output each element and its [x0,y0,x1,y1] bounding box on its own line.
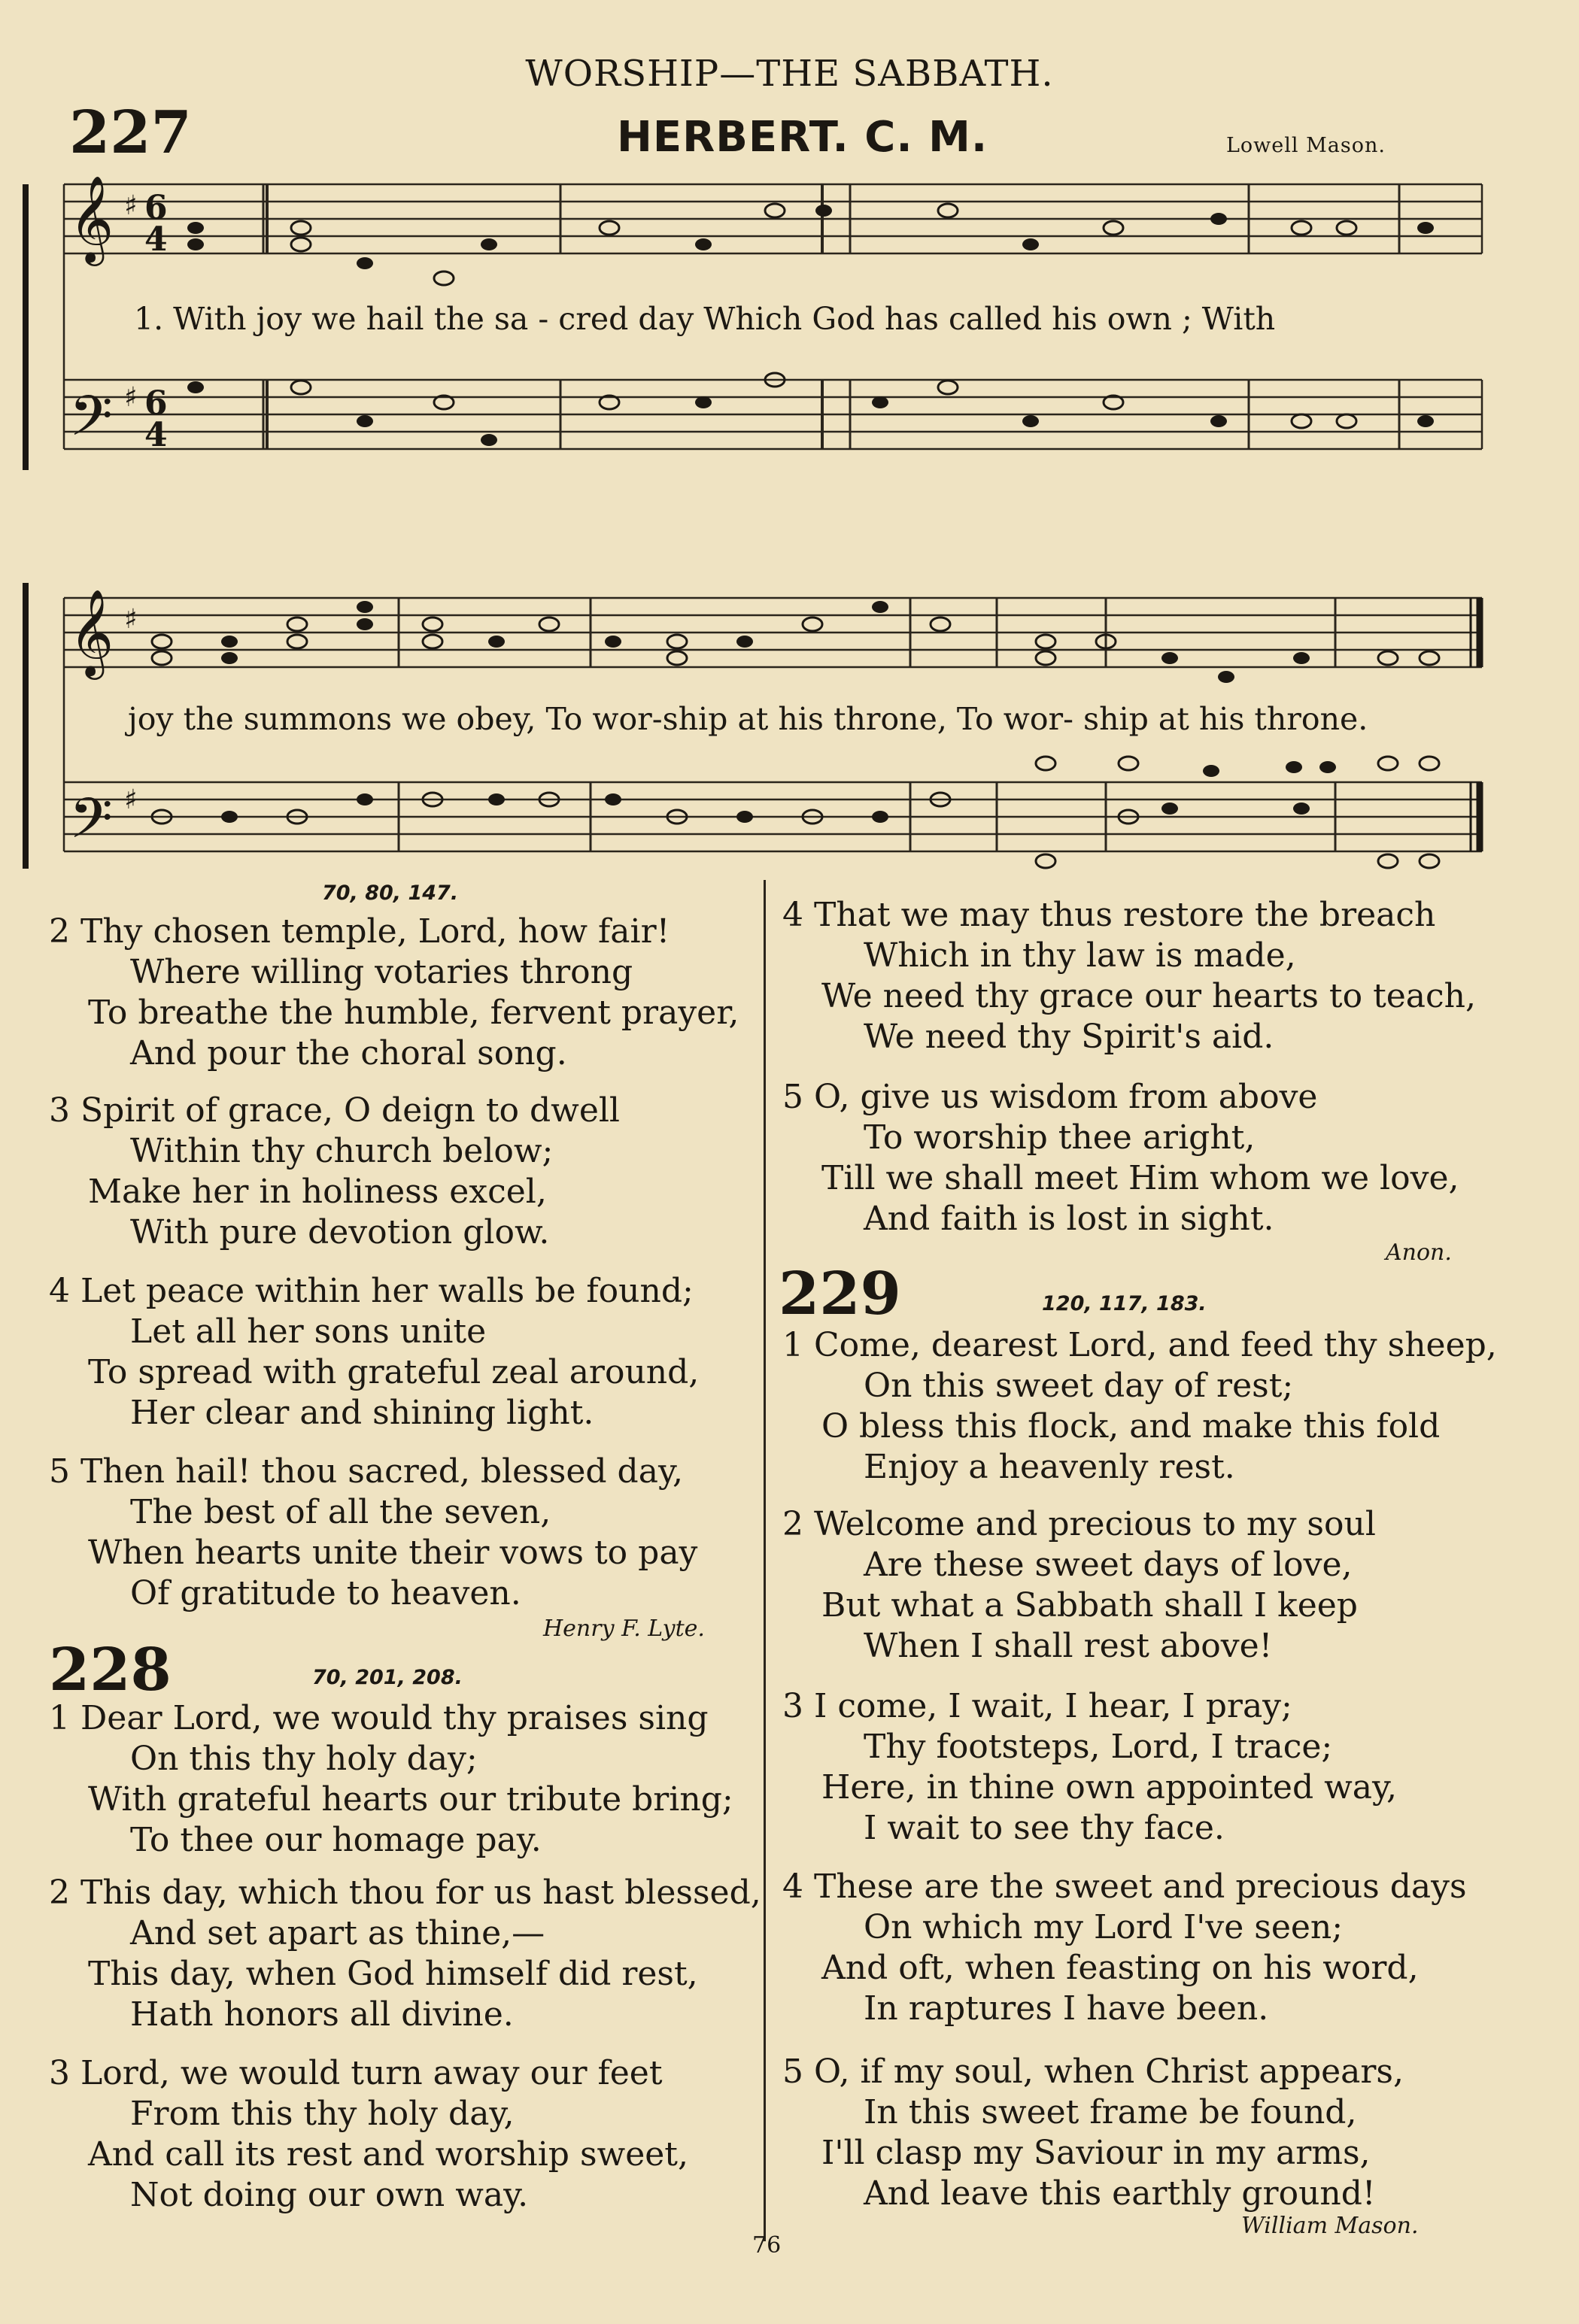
svg-text:4: 4 [144,220,168,259]
svg-text:𝄢: 𝄢 [69,786,113,865]
stanza-line: We need thy grace our hearts to teach, [821,977,1477,1015]
stanza-line: O bless this flock, and make this fold [821,1407,1441,1446]
lyric-line-1: 1. With joy we hail the sa - cred day Which God has called his own ; With [134,301,1276,337]
stanza-line: With pure devotion glow. [130,1213,550,1252]
stanza-line: To thee our homage pay. [130,1821,542,1859]
stanza-line: In this sweet frame be found, [864,2093,1357,2131]
svg-text:𝄞: 𝄞 [69,174,114,262]
stanza-line: With grateful hearts our tribute bring; [88,1780,733,1819]
hymn-229-refs: 120, 117, 183. [1042,1292,1207,1315]
stanza-number: 3 [49,1091,70,1130]
stanza-line: Welcome and precious to my soul [814,1505,1376,1543]
stanza-227-4 [49,1271,699,1434]
stanza-line: Where willing votaries throng [130,953,633,991]
svg-text:𝄢: 𝄢 [69,384,113,463]
stanza-number: 5 [782,1078,803,1116]
stanza-229-2 [782,1504,1376,1667]
stanza-line: And call its rest and worship sweet, [88,2135,688,2174]
stanza-line: Dear Lord, we would thy praises sing [80,1699,709,1737]
svg-text:♯: ♯ [124,784,138,815]
stanza-line: Lord, we would turn away our feet [80,2054,663,2092]
stanza-number: 3 [782,1687,803,1725]
stanza-line: This day, when God himself did rest, [88,1955,698,1993]
stanza-line: And leave this earthly ground! [864,2174,1376,2213]
stanza-229-4 [782,1867,1467,2029]
stanza-line: Thy chosen temple, Lord, how fair! [80,912,670,951]
stanza-line: I come, I wait, I hear, I pray; [814,1687,1292,1725]
stanza-number: 4 [782,896,803,934]
hymn-228-author: Anon. [1386,1239,1452,1266]
stanza-line: Spirit of grace, O deign to dwell [80,1091,620,1130]
stanza-line: On this thy holy day; [130,1740,478,1778]
stanza-line: Which in thy law is made, [864,936,1296,975]
stanza-line: And pour the choral song. [130,1034,567,1072]
stanza-number: 5 [782,2052,803,2091]
stanza-number: 1 [782,1326,803,1364]
svg-text:4: 4 [144,416,168,454]
svg-text:♯: ♯ [124,381,138,413]
stanza-number: 2 [782,1505,803,1543]
svg-text:♯: ♯ [124,603,138,635]
composer: Lowell Mason. [1226,134,1386,157]
stanza-229-5 [782,2052,1404,2214]
svg-text:6: 6 [144,189,168,227]
hymn-228-refs: 70, 201, 208. [312,1666,463,1689]
stanza-line: We need thy Spirit's aid. [864,1018,1274,1056]
stanza-line: Her clear and shining light. [130,1394,594,1432]
stanza-228-5 [782,1077,1459,1239]
hymn-number-229: 229 [779,1260,901,1328]
stanza-line: Then hail! thou sacred, blessed day, [80,1452,683,1491]
stanza-line: To spread with grateful zeal around, [88,1353,700,1391]
stanza-number: 4 [49,1272,70,1310]
stanza-line: To worship thee aright, [864,1118,1256,1157]
stanza-227-5 [49,1452,697,1614]
stanza-number: 3 [49,2054,70,2092]
stanza-number: 2 [49,1873,70,1912]
stanza-line: Till we shall meet Him whom we love, [821,1159,1459,1197]
stanza-line: Let all her sons unite [130,1312,487,1351]
page-header: WORSHIP—THE SABBATH. [525,53,1054,95]
stanza-line: Within thy church below; [130,1132,554,1170]
stanza-line: On which my Lord I've seen; [864,1908,1344,1946]
column-divider [764,880,766,2241]
hymn-227-author: Henry F. Lyte. [543,1616,705,1642]
stanza-227-3 [49,1091,620,1253]
stanza-228-2 [49,1873,761,2035]
stanza-line: Let peace within her walls be found; [80,1272,694,1310]
lyric-line-2: joy the summons we obey, To wor-ship at his throne, To wor- ship at his throne. [128,701,1368,737]
stanza-line: Enjoy a heavenly rest. [864,1448,1235,1486]
stanza-line: O, give us wisdom from above [814,1078,1318,1116]
svg-text:6: 6 [144,384,168,423]
hymn-number-227: 227 [69,99,192,167]
stanza-line: And oft, when feasting on his word, [821,1949,1419,1987]
stanza-line: To breathe the humble, fervent prayer, [88,994,739,1032]
stanza-line: In raptures I have been. [864,1989,1269,2028]
hymn-229-author: William Mason. [1241,2213,1419,2239]
stanza-228-3 [49,2053,688,2216]
stanza-line: That we may thus restore the breach [814,896,1436,934]
stanza-number: 1 [49,1699,70,1737]
stanza-line: O, if my soul, when Christ appears, [814,2052,1404,2091]
svg-text:♯: ♯ [124,190,138,221]
stanza-line: When I shall rest above! [864,1627,1273,1665]
stanza-line: This day, which thou for us hast blessed, [80,1873,761,1912]
stanza-228-4 [782,895,1476,1057]
stanza-line: From this thy holy day, [130,2095,515,2133]
page-number: 76 [752,2232,782,2259]
stanza-line: These are the sweet and precious days [814,1867,1467,1906]
stanza-line: And set apart as thine,— [130,1914,545,1952]
stanza-line: Hath honors all divine. [130,1995,514,2034]
stanza-line: And faith is lost in sight. [864,1200,1274,1238]
stanza-line: Come, dearest Lord, and feed thy sheep, [814,1326,1497,1364]
hymn-number-228: 228 [49,1636,172,1704]
stanza-line: Of gratitude to heaven. [130,1574,521,1613]
hymn-227-refs: 70, 80, 147. [322,881,459,905]
stanza-line: I wait to see thy face. [864,1809,1225,1847]
stanza-227-2 [49,912,739,1074]
stanza-229-1 [782,1325,1497,1488]
stanza-number: 4 [782,1867,803,1906]
svg-text:𝄞: 𝄞 [69,588,114,676]
stanza-line: Thy footsteps, Lord, I trace; [864,1728,1333,1766]
stanza-228-1 [49,1698,733,1861]
stanza-line: The best of all the seven, [130,1493,551,1531]
stanza-line: Here, in thine own appointed way, [821,1768,1398,1807]
stanza-line: Make her in holiness excel, [88,1173,547,1211]
stanza-line: Are these sweet days of love, [864,1546,1353,1584]
stanza-line: On this sweet day of rest; [864,1367,1294,1405]
stanza-229-3 [782,1686,1397,1849]
tune-title: HERBERT. C. M. [617,113,988,162]
stanza-line: I'll clasp my Saviour in my arms, [821,2134,1371,2172]
stanza-number: 2 [49,912,70,951]
stanza-line: When hearts unite their vows to pay [88,1534,698,1572]
stanza-line: But what a Sabbath shall I keep [821,1586,1358,1625]
stanza-number: 5 [49,1452,70,1491]
stanza-line: Not doing our own way. [130,2176,529,2214]
